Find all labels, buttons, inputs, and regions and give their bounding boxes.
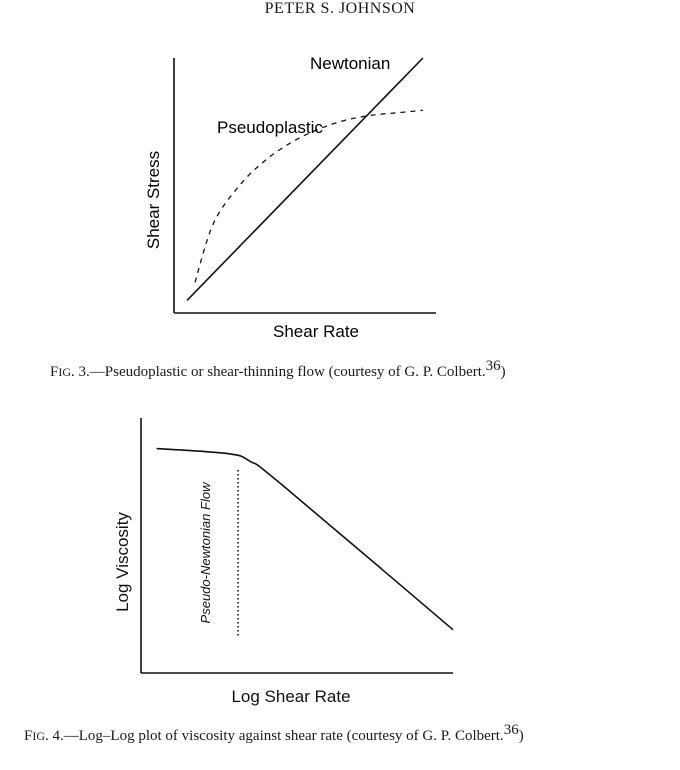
caption-reference: 36 [503, 722, 519, 738]
caption-label-smallcaps: IG [32, 729, 46, 743]
pseudo-newtonian-flow-label: Pseudo-Newtonian Flow [198, 482, 213, 624]
caption-label-number: . 3. [71, 364, 90, 380]
caption-close: ) [518, 728, 524, 744]
figure-4-chart [0, 400, 680, 720]
running-head: PETER S. JOHNSON [264, 0, 416, 17]
pseudoplastic-label: Pseudoplastic [217, 118, 323, 137]
fig4-x-axis-label: Log Shear Rate [231, 687, 351, 706]
caption-text: Pseudoplastic or shear-thinning flow (courtesy of G. P. Colbert. [104, 364, 486, 380]
caption-close: ) [500, 364, 506, 380]
caption-label-number: . 4. [45, 728, 64, 744]
fig3-y-axis-label: Shear Stress [144, 150, 163, 250]
caption-label-initial: F [50, 364, 59, 380]
caption-label-initial: F [24, 728, 33, 744]
caption-dash: — [63, 728, 79, 744]
caption-dash: — [89, 364, 105, 380]
newtonian-line [187, 58, 423, 300]
caption-text: Log–Log plot of viscosity against shear rate (courtesy of G. P. Colbert. [78, 728, 504, 744]
fig3-x-axis-label: Shear Rate [273, 322, 359, 341]
figure-4-caption [24, 722, 524, 745]
figure-3-chart [0, 0, 680, 350]
fig4-y-axis-label: Log Viscosity [113, 512, 132, 612]
caption-reference: 36 [485, 358, 501, 374]
figure-3-caption [50, 358, 506, 381]
caption-label-smallcaps: IG [58, 365, 72, 379]
newtonian-label: Newtonian [310, 54, 391, 73]
